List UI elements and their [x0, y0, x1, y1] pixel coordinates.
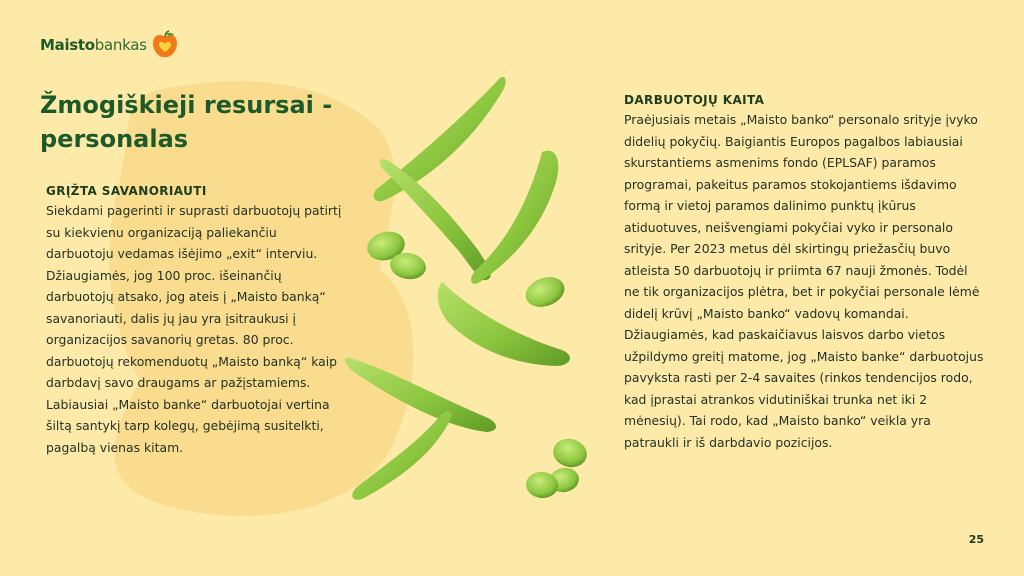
- volunteer-text: Siekdami pagerinti ir suprasti darbuotojų patirtį su kiekvienu organizaciją paliekančiu darbuotoju vedamas išėjimo „exit“ interviu. Džiaugiamės, jog 100 proc. išeinančių darbuotojų atsako, jog ateis į „Maisto banką“ savanoriauti, dalis jų jau yra įsitraukusi į organizacijos savanorių gretas. 80 proc. darbuotojų rekomenduotų „Maisto banką“ kaip darbdavį savo draugams ar pažįstamiems. Labiausiai „Maisto banke“ darbuotojai vertina šiltą santykį tarp kolegų, gebėjimą susitelkti, pagalbą vienas kitam.: [46, 203, 342, 455]
- staff-turnover-heading: DARBUOTOJŲ KAITA: [624, 93, 765, 107]
- page-number: 25: [968, 533, 984, 546]
- brand-wordmark: Maistobankas: [40, 36, 147, 54]
- brand-logo[interactable]: [40, 30, 179, 60]
- staff-turnover-section: [624, 93, 986, 453]
- page-title: Žmogiškieji resursai - personalas: [40, 91, 333, 153]
- edamame-beans-image: [330, 60, 620, 530]
- volunteer-heading: GRĮŽTA SAVANORIAUTI: [46, 184, 207, 198]
- apple-heart-icon: [151, 30, 179, 60]
- staff-turnover-text: Praėjusiais metais „Maisto banko“ personalo srityje įvyko didelių pokyčių. Baigiantis Europos pagalbos labiausiai skurstantiems asmenims fondo (EPLSAF) paramos programai, pakeitus paramos stokojantiems išdavimo formą ir vietoj paramos dalinimo punktų įkūrus atiduotuves, neišvengiami pokyčiai vyko ir personalo srityje. Per 2023 metus dėl skirtingų priežasčių buvo atleista 50 darbuotojų ir priimta 67 nauji žmonės. Todėl ne tik organizacijos plėtra, bet ir pokyčiai personale lėmė didelį krūvį „Maisto banko“ vadovų komandai. Džiaugiamės, kad paskaičiavus laisvos darbo vietos užpildymo greitį matome, jog „Maisto banke“ darbuotojus pavyksta rasti per 2-4 savaites (rinkos tendencijos rodo, kad įprastai atrankos vidutiniškai trunka net iki 2 mėnesių). Tai rodo, kad „Maisto banko“ veikla yra patraukli ir iš darbdavio pozicijos.: [624, 112, 984, 450]
- volunteer-section: [46, 184, 346, 458]
